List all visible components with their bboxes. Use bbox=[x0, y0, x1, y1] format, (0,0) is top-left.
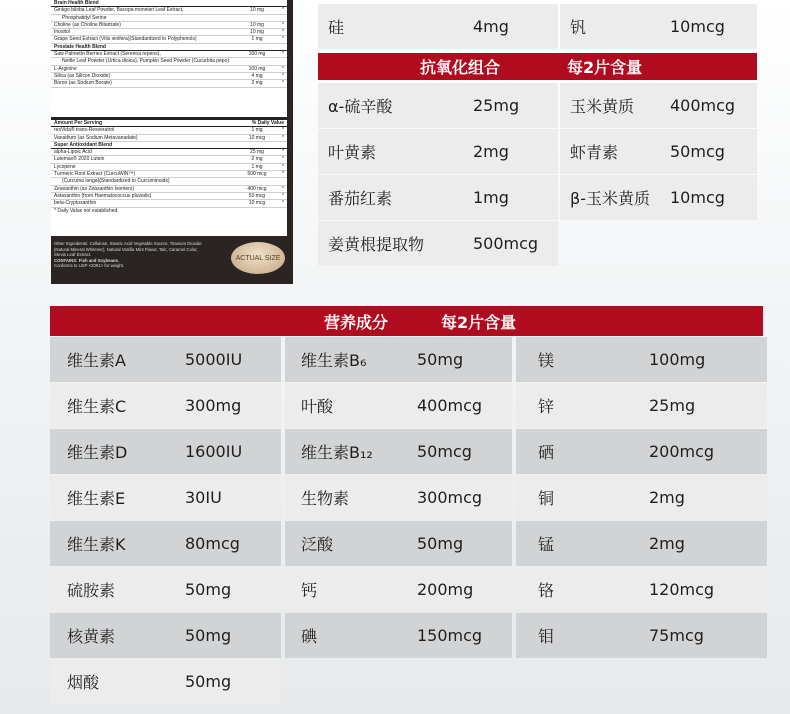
label-amount: 25 mg bbox=[250, 149, 264, 156]
nutrient-cell bbox=[50, 383, 281, 428]
nutrient-name: 钙 bbox=[301, 581, 318, 600]
label-row bbox=[51, 171, 287, 178]
nutrient-name: 番茄红素 bbox=[328, 189, 393, 208]
label-row bbox=[51, 66, 287, 73]
label-dv: * bbox=[282, 21, 284, 28]
nutrient-name: 维生素C bbox=[67, 397, 127, 416]
nutrient-amount: 50mg bbox=[185, 672, 232, 691]
label-row bbox=[51, 200, 287, 207]
label-section-serving bbox=[51, 117, 287, 214]
label-amount: 4 mg bbox=[251, 72, 263, 79]
nutrient-cell bbox=[516, 337, 767, 382]
label-amount: 1 mg bbox=[251, 127, 263, 134]
label-amount: 10 mg bbox=[250, 7, 264, 14]
nutrient-cell bbox=[285, 475, 512, 520]
nutrient-cell bbox=[50, 521, 281, 566]
nutrient-amount: 2mg bbox=[473, 142, 509, 161]
nutrient-amount: 150mcg bbox=[417, 626, 483, 645]
label-dv bbox=[278, 178, 284, 184]
label-ingredient: resVida® trans-Resveratrol bbox=[54, 127, 115, 134]
label-amount: 2 mg bbox=[251, 156, 263, 163]
antioxidant-header-amount: 每2片含量 bbox=[567, 58, 643, 77]
label-header: Brain Health Blend bbox=[51, 0, 287, 7]
nutrient-cell bbox=[50, 337, 281, 382]
label-row bbox=[51, 127, 287, 134]
nutrient-amount: 300mg bbox=[185, 396, 242, 415]
nutrient-amount: 100mg bbox=[649, 350, 706, 369]
label-ingredient: Inositol bbox=[54, 29, 70, 36]
label-row bbox=[51, 36, 287, 43]
nutrient-name: 烟酸 bbox=[67, 673, 100, 692]
nutrient-cell bbox=[516, 521, 767, 566]
label-ingredient: Ginkgo biloba Leaf Powder, Bacopa monnieri Leaf Extract, bbox=[54, 7, 184, 14]
nutrient-name: 硒 bbox=[538, 443, 555, 462]
nutrient-cell bbox=[318, 83, 558, 128]
nutrient-name: 铜 bbox=[538, 489, 555, 508]
nutrient-amount: 25mg bbox=[649, 396, 696, 415]
nutrient-cell bbox=[285, 521, 512, 566]
nutrient-cell bbox=[560, 83, 757, 128]
label-ingredient: Astaxanthin (from Haematococcus pluvialis) bbox=[54, 192, 152, 199]
label-row bbox=[51, 7, 287, 14]
nutrient-cell bbox=[516, 613, 767, 658]
label-dv bbox=[278, 15, 284, 21]
nutrient-cell bbox=[50, 659, 281, 704]
label-ingredient: Choline (as Choline Bitartrate) bbox=[54, 21, 121, 28]
antioxidant-header-title: 抗氧化组合 bbox=[420, 58, 501, 77]
nutrient-amount: 50mg bbox=[417, 534, 464, 553]
nutrient-cell bbox=[285, 567, 512, 612]
nutrient-name: 生物素 bbox=[301, 489, 350, 508]
label-amount: 1 mg bbox=[251, 163, 263, 170]
label-dv: * bbox=[282, 80, 284, 87]
label-amount bbox=[236, 15, 278, 21]
label-amount: 10 mg bbox=[250, 21, 264, 28]
label-ingredient: beta-Cryptoxanthin bbox=[54, 200, 97, 207]
label-dv: * bbox=[282, 192, 284, 199]
label-dv: * bbox=[282, 7, 284, 14]
label-ingredient: Lycopene bbox=[54, 163, 76, 170]
nutrient-cell bbox=[560, 129, 757, 174]
nutrient-amount: 500mcg bbox=[473, 234, 539, 253]
nutrient-name: 硅 bbox=[328, 18, 345, 37]
nutrient-amount: 50mg bbox=[417, 350, 464, 369]
nutrient-name: 虾青素 bbox=[570, 143, 619, 162]
nutrient-cell bbox=[50, 613, 281, 658]
nutrient-amount: 50mg bbox=[185, 626, 232, 645]
nutrient-name: 铬 bbox=[538, 581, 555, 600]
nutrient-name: 叶酸 bbox=[301, 397, 334, 416]
label-amount bbox=[236, 178, 278, 184]
nutrient-amount: 5000IU bbox=[185, 350, 243, 369]
label-ingredient: L-Arginine bbox=[54, 65, 77, 72]
label-ingredient: Saw Palmetto Berries Extract (Serenoa repens), bbox=[54, 51, 161, 58]
nutrition-header-amount: 每2片含量 bbox=[441, 312, 517, 332]
nutrient-amount: 25mg bbox=[473, 96, 520, 115]
nutrient-amount: 80mcg bbox=[185, 534, 240, 553]
label-row bbox=[51, 58, 287, 65]
label-dv bbox=[278, 58, 284, 64]
label-dv: * bbox=[282, 134, 284, 141]
nutrient-cell bbox=[516, 383, 767, 428]
label-header: Super Antioxidant Blend bbox=[51, 142, 287, 149]
nutrient-cell bbox=[285, 383, 512, 428]
label-row bbox=[51, 149, 287, 156]
label-amount: 160 mg bbox=[248, 51, 266, 58]
label-row bbox=[51, 186, 287, 193]
label-row bbox=[51, 135, 287, 142]
label-row bbox=[51, 164, 287, 171]
nutrient-name: 叶黄素 bbox=[328, 143, 377, 162]
nutrient-amount: 300mcg bbox=[417, 488, 483, 507]
nutrition-header-title: 营养成分 bbox=[324, 312, 389, 332]
nutrient-cell bbox=[318, 175, 558, 220]
label-ingredient: Boron (as Sodium Borate) bbox=[54, 80, 112, 87]
nutrient-cell bbox=[516, 429, 767, 474]
label-dv: * bbox=[282, 200, 284, 207]
label-amount: 100 mg bbox=[248, 65, 266, 72]
nutrient-name: 维生素A bbox=[67, 351, 126, 370]
label-ingredient: Nettle Leaf Powder (Urtica dioica), Pumpkin Seed Powder (Cucurbita pepo) bbox=[62, 58, 230, 65]
nutrient-amount: 10mcg bbox=[670, 17, 725, 36]
label-row bbox=[51, 73, 287, 80]
label-amount: 50 mcg bbox=[248, 192, 266, 199]
label-ingredient: alpha-Lipoic Acid bbox=[54, 149, 92, 156]
nutrient-name: β-玉米黄质 bbox=[570, 189, 650, 208]
nutrient-name: 玉米黄质 bbox=[570, 97, 635, 116]
nutrient-amount: 200mcg bbox=[649, 442, 715, 461]
supplement-label-image bbox=[51, 0, 293, 284]
nutrient-amount: 50mcg bbox=[670, 142, 725, 161]
nutrient-amount: 4mg bbox=[473, 17, 509, 36]
nutrient-name: 碘 bbox=[301, 627, 318, 646]
label-row bbox=[51, 51, 287, 58]
nutrient-cell bbox=[318, 129, 558, 174]
nutrient-name: 锌 bbox=[538, 397, 555, 416]
nutrient-cell bbox=[285, 613, 512, 658]
actual-size-badge: ACTUAL SIZE bbox=[231, 242, 285, 274]
label-dv: * bbox=[282, 65, 284, 72]
nutrient-amount: 75mcg bbox=[649, 626, 704, 645]
nutrient-name: α-硫辛酸 bbox=[328, 97, 393, 116]
label-amount: 1 mg bbox=[251, 36, 263, 43]
label-note: * Daily Value not established. bbox=[54, 207, 119, 214]
nutrient-name: 维生素E bbox=[67, 489, 126, 508]
label-header: Prostate Health Blend bbox=[51, 44, 287, 51]
nutrient-cell bbox=[516, 475, 767, 520]
label-dv: * bbox=[282, 36, 284, 43]
label-row bbox=[51, 80, 287, 87]
nutrient-name: 姜黄根提取物 bbox=[328, 235, 425, 254]
nutrient-name: 维生素K bbox=[67, 535, 126, 554]
label-dv: * bbox=[282, 51, 284, 58]
nutrient-cell bbox=[285, 337, 512, 382]
nutrient-amount: 400mcg bbox=[670, 96, 736, 115]
nutrient-cell bbox=[50, 429, 281, 474]
nutrient-name: 维生素B₆ bbox=[301, 351, 367, 370]
nutrient-amount: 30IU bbox=[185, 488, 222, 507]
label-dv: * bbox=[282, 156, 284, 163]
label-row bbox=[51, 178, 287, 185]
label-amount: 10 mg bbox=[250, 29, 264, 36]
label-row bbox=[51, 15, 287, 22]
label-ingredient: Grape Seed Extract (Vitis vinifera)(Standardized to Polyphenols) bbox=[54, 36, 197, 43]
label-ingredient: Vanadium (as Sodium Metavanadate) bbox=[54, 134, 138, 141]
label-dv: * bbox=[282, 185, 284, 192]
label-dv: * bbox=[282, 171, 284, 178]
label-other-ingredients: Other Ingredients: Cellulose, Stearic Acid Vegetable Source, Titanium Dioxide (Natural Mineral Whitener), Natural Vanilla Mint Flavor, Talc, Caramel Color, Stevia Leaf Extract. CONTAINS: Fish and Soybeans. Conforms to USP <2091> for weight. bbox=[54, 241, 202, 268]
nutrient-name: 硫胺素 bbox=[67, 581, 116, 600]
nutrient-cell bbox=[285, 429, 512, 474]
nutrient-cell bbox=[50, 567, 281, 612]
label-section-blends bbox=[51, 0, 287, 88]
nutrient-name: 维生素B₁₂ bbox=[301, 443, 373, 462]
label-ingredient: Silica (as Silicon Dioxide) bbox=[54, 72, 111, 79]
label-amount: 10 mcg bbox=[248, 134, 266, 141]
nutrient-amount: 1600IU bbox=[185, 442, 243, 461]
nutrient-name: 核黄素 bbox=[67, 627, 116, 646]
nutrient-name: 钒 bbox=[570, 18, 587, 37]
nutrient-amount: 10mcg bbox=[670, 188, 725, 207]
label-amount: 10 mcg bbox=[248, 200, 266, 207]
label-dv: * bbox=[282, 163, 284, 170]
nutrient-cell bbox=[560, 4, 757, 49]
nutrient-name: 镁 bbox=[538, 351, 555, 370]
nutrient-amount: 200mg bbox=[417, 580, 474, 599]
label-amount: 500 mcg bbox=[247, 171, 267, 178]
nutrient-cell bbox=[516, 567, 767, 612]
label-row bbox=[51, 156, 287, 163]
nutrient-name: 钼 bbox=[538, 627, 555, 646]
antioxidant-header bbox=[318, 53, 757, 80]
label-amount bbox=[236, 58, 278, 64]
nutrient-amount: 120mcg bbox=[649, 580, 715, 599]
label-ingredient: (Curcuma longa)(Standardized to Curcuminoids) bbox=[62, 178, 170, 185]
label-ingredient: Zeaxanthin (as Zeaxanthin Isomers) bbox=[54, 185, 135, 192]
nutrient-name: 泛酸 bbox=[301, 535, 334, 554]
label-ingredient: Lutemax® 2020 Lutein bbox=[54, 156, 105, 163]
nutrient-cell bbox=[318, 221, 558, 266]
label-dv: * bbox=[282, 72, 284, 79]
nutrient-amount: 50mg bbox=[185, 580, 232, 599]
nutrient-cell bbox=[560, 175, 757, 220]
label-row bbox=[51, 29, 287, 36]
label-amount: 2 mg bbox=[251, 80, 263, 87]
nutrient-name: 维生素D bbox=[67, 443, 128, 462]
nutrient-amount: 1mg bbox=[473, 188, 509, 207]
label-dv: * bbox=[282, 149, 284, 156]
label-dv: * bbox=[282, 29, 284, 36]
nutrient-cell bbox=[318, 4, 558, 49]
label-row bbox=[51, 193, 287, 200]
nutrient-name: 锰 bbox=[538, 535, 555, 554]
label-ingredient: Phosphatidyl Serine bbox=[62, 14, 107, 21]
nutrient-cell bbox=[50, 475, 281, 520]
nutrient-amount: 2mg bbox=[649, 488, 685, 507]
label-header: Amount Per Serving % Daily Value bbox=[51, 120, 287, 127]
label-ingredient: Turmeric Root Extract (CurcuWIN™) bbox=[54, 171, 136, 178]
label-amount: 400 mcg bbox=[247, 185, 267, 192]
nutrition-header bbox=[50, 306, 763, 336]
label-dv: * bbox=[282, 127, 284, 134]
nutrient-amount: 400mcg bbox=[417, 396, 483, 415]
label-sheet bbox=[51, 0, 287, 236]
nutrient-amount: 2mg bbox=[649, 534, 685, 553]
nutrient-amount: 50mcg bbox=[417, 442, 472, 461]
label-row bbox=[51, 22, 287, 29]
